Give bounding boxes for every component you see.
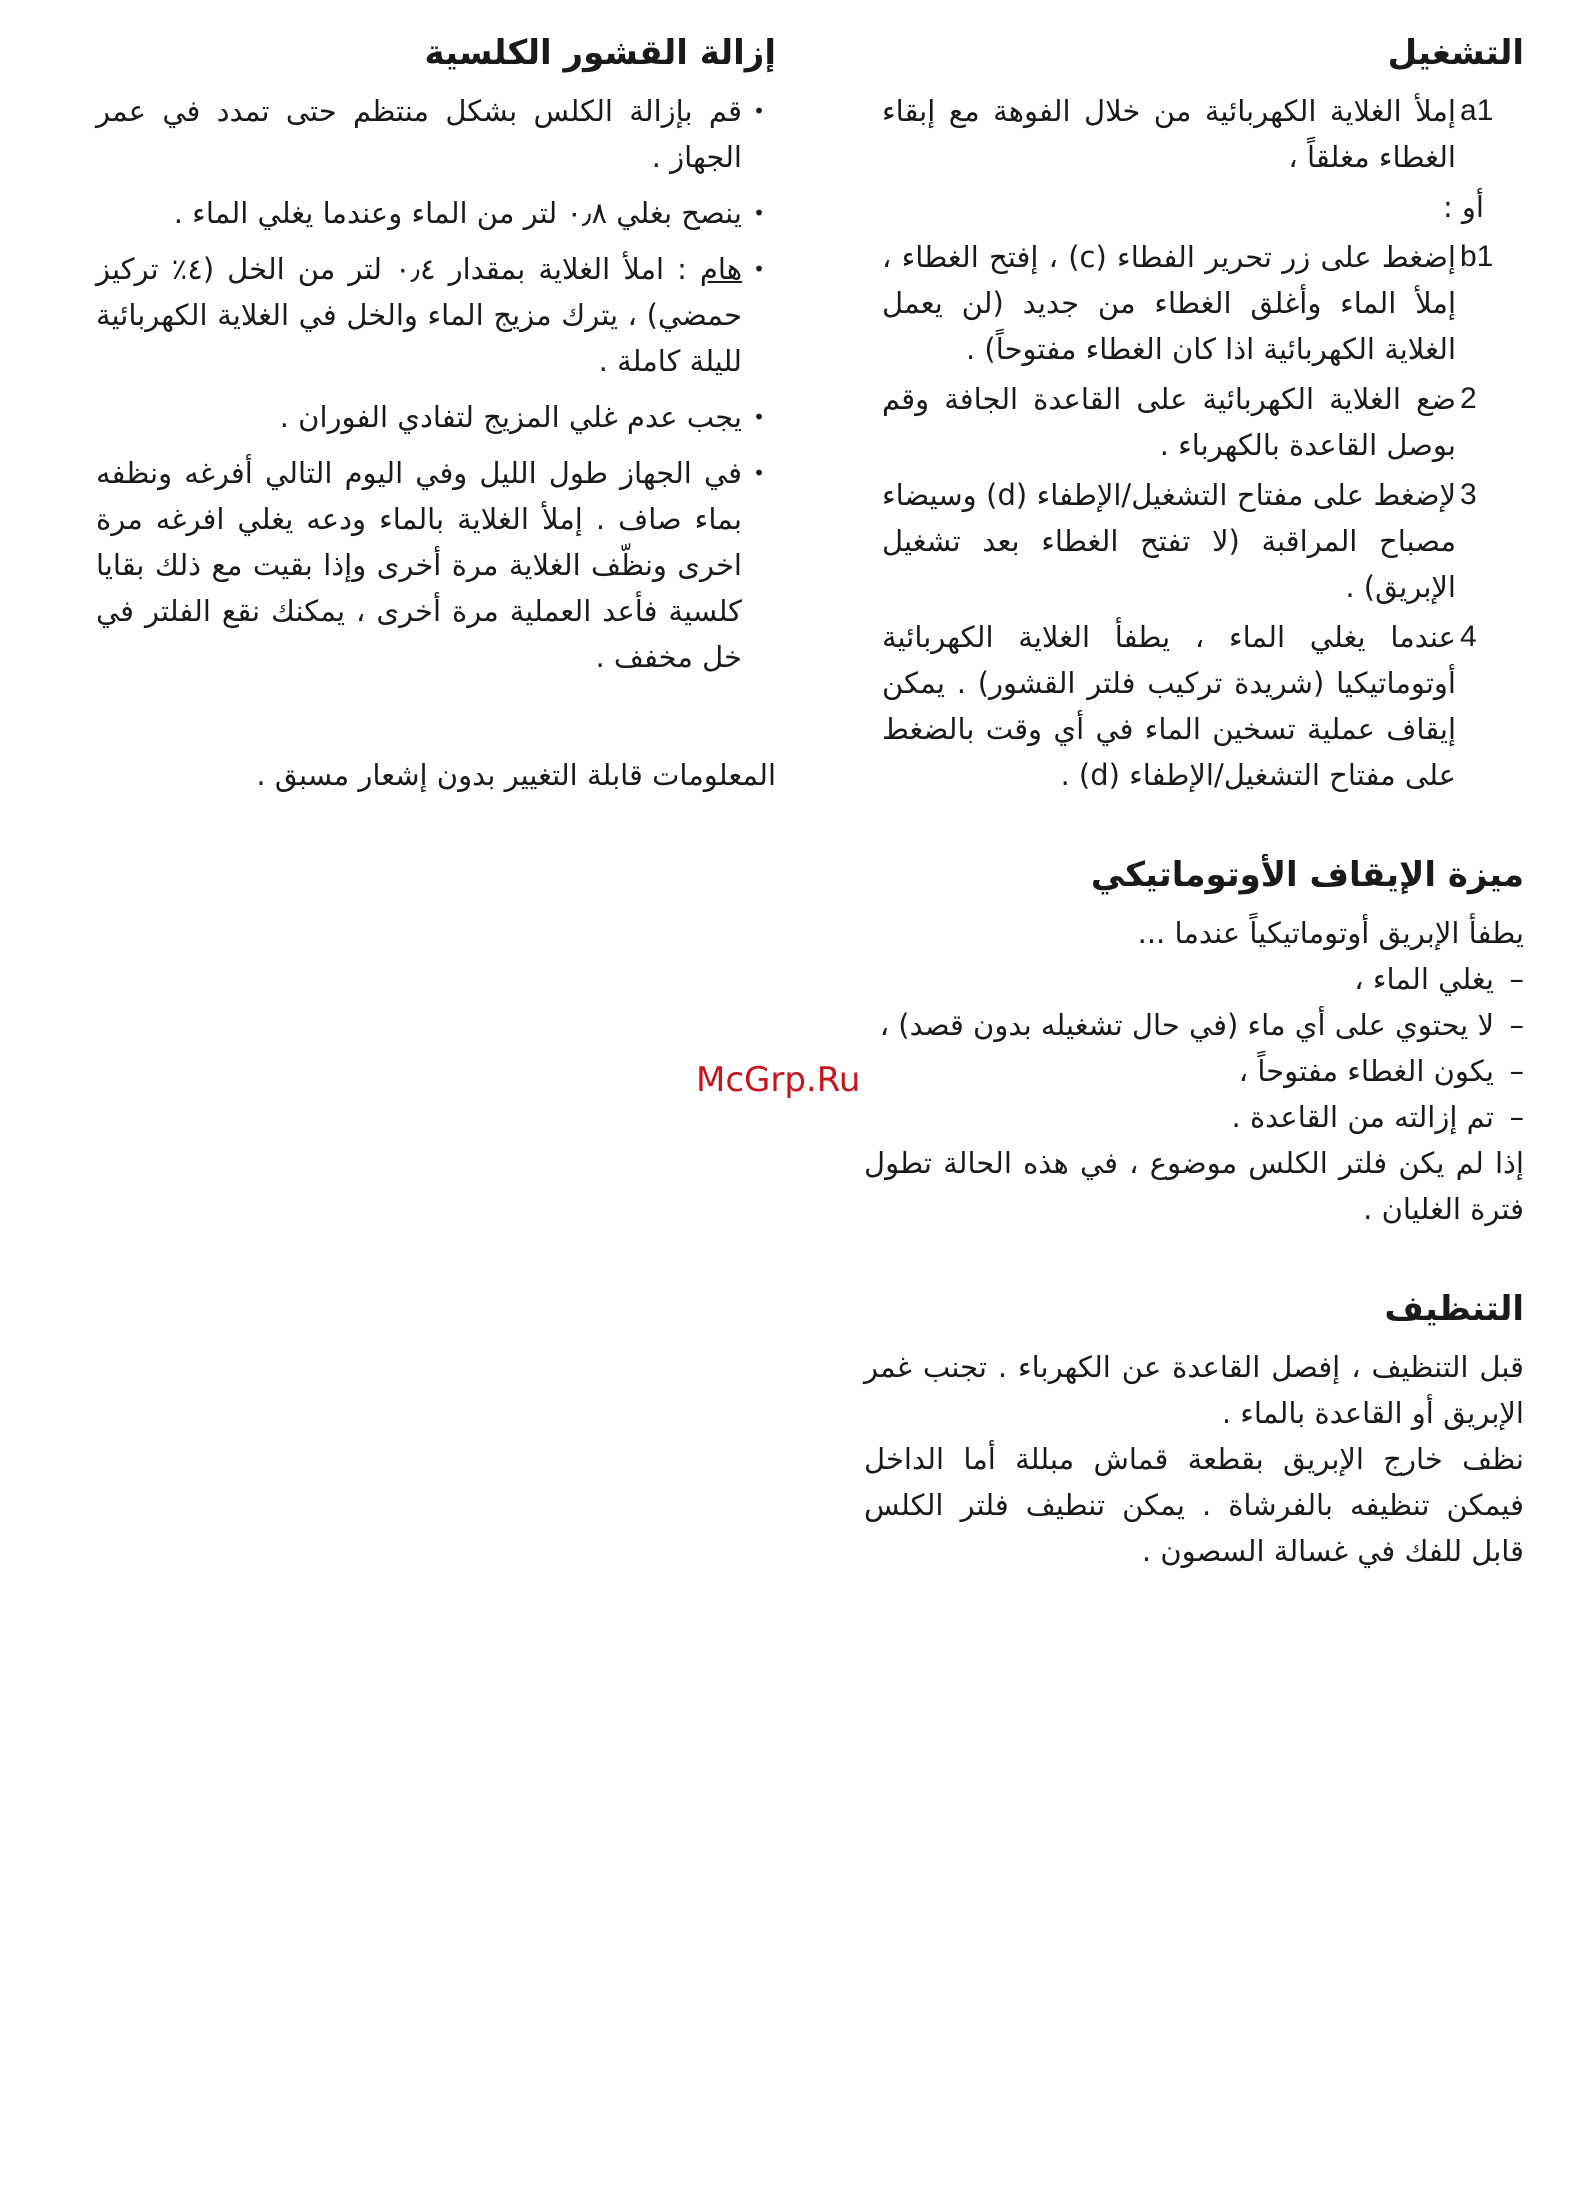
bullet-marker: •: [753, 405, 765, 429]
or-separator: أو :: [1442, 190, 1484, 224]
auto-off-heading: ميزة الإيقاف الأوتوماتيكي: [1090, 855, 1524, 895]
step-2: [864, 376, 1524, 468]
list-item: – يغلي الماء ،: [864, 956, 1524, 1002]
bullet-marker: •: [753, 461, 765, 485]
bullet-marker: •: [753, 99, 765, 123]
cleaning-paragraph: قبل التنظيف ، إفصل القاعدة عن الكهرباء . تجنب غمر الإبريق أو القاعدة بالماء .: [864, 1350, 1524, 1430]
list-item: • يجب عدم غلي المزيج لتفادي الفوران .: [96, 394, 776, 440]
cleaning-heading: التنظيف: [1384, 1289, 1524, 1329]
descaling-list: [96, 88, 776, 680]
footer-note: المعلومات قابلة التغيير بدون إشعار مسبق .: [256, 758, 776, 792]
bullet-marker: •: [753, 257, 765, 281]
auto-off-conditions: [864, 956, 1524, 1140]
list-item: • في الجهاز طول الليل وفي اليوم التالي أفرغه ونظفه بماء صاف . إملأ الغلاية بالماء ودعه يغلي افرغه مرة اخرى ونظّف الغلاية مرة أخرى وإذا بقيت مع ذلك بقايا كلسية فأعد العملية مرة أخرى ، يمكنك نقع الفلتر في خل مخفف .: [96, 450, 776, 680]
step-number: b1: [1460, 240, 1494, 273]
important-text: : املأ الغلاية بمقدار ٠٫٤ لتر من الخل (٤٪ تركيز حمضي) ، يترك مزيج الماء والخل في الغلاية الكهربائية لليلة كاملة .: [96, 252, 742, 378]
operation-section: [864, 28, 1524, 798]
bullet-marker: •: [753, 201, 765, 225]
step-number: a1: [1460, 94, 1494, 127]
cleaning-section: [864, 1284, 1524, 1574]
step-text: لإضغط على مفتاح التشغيل/الإطفاء (d) وسيضاء مصباح المراقبة (لا تفتح الغطاء بعد تشغيل الإبريق) .: [882, 478, 1456, 604]
step-b1: [864, 234, 1524, 372]
list-item: • ينصح بغلي ٠٫٨ لتر من الماء وعندما يغلي الماء .: [96, 190, 776, 236]
watermark: McGrp.Ru: [696, 1060, 861, 1100]
step-text: إملأ الغلاية الكهربائية من خلال الفوهة مع إبقاء الغطاء مغلقاً ،: [882, 94, 1456, 174]
auto-off-intro: يطفأ الإبريق أوتوماتيكياً عندما ...: [1137, 916, 1524, 950]
dash-marker: –: [1509, 1008, 1524, 1042]
step-text: إضغط على زر تحرير الفطاء (c) ، إفتح الغطاء ، إملأ الماء وأغلق الغطاء من جديد (لن يعمل الغلاية الكهربائية اذا كان الغطاء مفتوحاً) .: [882, 240, 1456, 366]
step-4: [864, 614, 1524, 798]
step-text: ضع الغلاية الكهربائية على القاعدة الجافة وقم بوصل القاعدة بالكهرباء .: [882, 382, 1456, 462]
important-label: هام: [699, 252, 743, 286]
step-number: 2: [1460, 382, 1477, 415]
left-column: [96, 28, 776, 798]
auto-off-section: [864, 850, 1524, 1232]
dash-marker: –: [1509, 1100, 1524, 1134]
operation-heading: التشغيل: [1387, 33, 1524, 73]
list-item: [96, 246, 776, 384]
cleaning-paragraph: نظف خارج الإبريق بقطعة قماش مبللة أما الداخل فيمكن تنظيفه بالفرشاة . يمكن تنطيف فلتر الكلس قابل للفك في غسالة السصون .: [864, 1442, 1524, 1568]
step-text: عندما يغلي الماء ، يطفأ الغلاية الكهربائية أوتوماتيكيا (شريدة تركيب فلتر القشور) . يمكن إيقاف عملية تسخين الماء في أي وقت بالضغط على مفتاح التشغيل/الإطفاء (d) .: [882, 620, 1456, 792]
right-column: [864, 28, 1524, 1574]
step-a1: [864, 88, 1524, 180]
step-number: 3: [1460, 478, 1477, 511]
descaling-heading: إزالة القشور الكلسية: [424, 33, 776, 73]
step-number: 4: [1460, 620, 1477, 653]
descaling-section: [96, 28, 776, 798]
dash-marker: –: [1509, 962, 1524, 996]
dash-marker: –: [1509, 1054, 1524, 1088]
list-item: – يكون الغطاء مفتوحاً ،: [864, 1048, 1524, 1094]
step-3: [864, 472, 1524, 610]
list-item: – لا يحتوي على أي ماء (في حال تشغيله بدون قصد) ،: [864, 1002, 1524, 1048]
auto-off-note: إذا لم يكن فلتر الكلس موضوع ، في هذه الحالة تطول فترة الغليان .: [864, 1146, 1524, 1226]
list-item: • قم بإزالة الكلس بشكل منتظم حتى تمدد في عمر الجهاز .: [96, 88, 776, 180]
operation-steps: [864, 88, 1524, 798]
list-item: – تم إزالته من القاعدة .: [864, 1094, 1524, 1140]
